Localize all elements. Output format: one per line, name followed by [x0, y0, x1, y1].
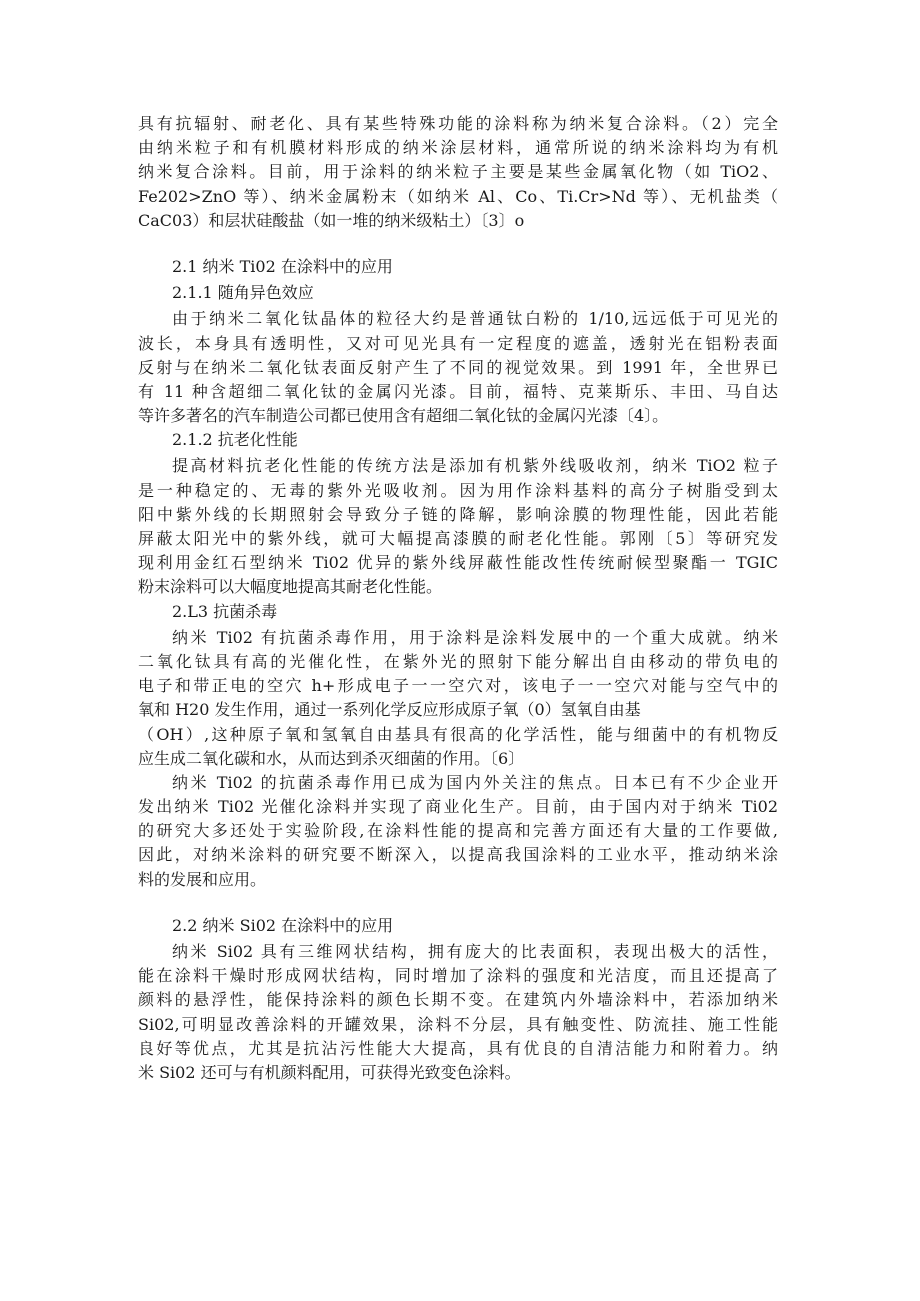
text-line: 由纳米粒子和有机膜材料形成的纳米涂层材料，通常所说的纳米涂料均为有机: [138, 138, 778, 158]
section-2-1-title: 2.1 纳米 Ti02 在涂料中的应用: [172, 256, 393, 276]
document-page: [138, 112, 778, 1085]
subsection-2-1-1-title: 2.1.1 随角异色效应: [172, 283, 314, 303]
text-line: 现利用金红石型纳米 Ti02 优异的紫外线屏蔽性能改性传统耐候型聚酯一 TGIC: [138, 553, 778, 573]
paragraph-2-2: [138, 940, 778, 1085]
text-line: CaC03）和层状硅酸盐（如一堆的纳米级粘土）〔3〕o: [138, 210, 525, 230]
text-line: 颜料的悬浮性，能保持涂料的颜色长期不变。在建筑内外墙涂料中，若添加纳米: [138, 990, 778, 1010]
paragraph-2-1-1: [138, 307, 778, 428]
subsection-2-1-3-title: 2.L3 抗菌杀毒: [172, 601, 278, 621]
text-line: 发出纳米 Ti02 光催化涂料并实现了商业化生产。目前，由于国内对于纳米 Ti02: [138, 797, 778, 817]
paragraph-2-1-2: [138, 454, 778, 599]
text-line: 提高材料抗老化性能的传统方法是添加有机紫外线吸收剂，纳米 TiO2 粒子: [172, 456, 778, 476]
text-line: 具有抗辐射、耐老化、具有某些特殊功能的涂料称为纳米复合涂料。（2）完全: [138, 114, 778, 133]
text-line: （OH）,这种原子氧和氢氧自由基具有很高的化学活性，能与细菌中的有机物反: [138, 724, 778, 744]
text-line: 是一种稳定的、无毒的紫外光吸收剂。因为用作涂料基料的高分子树脂受到太: [138, 480, 778, 500]
text-line: 有 11 种含超细二氧化钛的金属闪光漆。目前，福特、克莱斯乐、丰田、马自达: [138, 381, 778, 401]
text-line: 屏蔽太阳光中的紫外线，就可大幅提高漆膜的耐老化性能。郭刚〔5〕等研究发: [138, 529, 778, 548]
text-line: 粉末涂料可以大幅度地提高其耐老化性能。: [138, 577, 443, 597]
text-line: 料的发展和应用。: [138, 869, 267, 889]
text-line: 纳米 Ti02 有抗菌杀毒作用，用于涂料是涂料发展中的一个重大成就。纳米: [172, 627, 778, 647]
text-line: 良好等优点，尤其是抗沾污性能大大提高，具有优良的自清洁能力和附着力。纳: [138, 1038, 778, 1058]
text-line: 二氧化钛具有高的光催化性，在紫外光的照射下能分解出自由移动的带负电的: [138, 651, 778, 671]
text-line: 应生成二氧化碳和水，从而达到杀灭细菌的作用。〔6〕: [138, 748, 525, 768]
text-line: Si02,可明显改善涂料的开罐效果，涂料不分层，具有触变性、防流挂、施工性能: [138, 1014, 778, 1034]
text-line: 反射与在纳米二氧化钛表面反射产生了不同的视觉效果。到 1991 年，全世界已: [138, 357, 778, 377]
text-line: 纳米 Ti02 的抗菌杀毒作用已成为国内外关注的焦点。日本已有不少企业开: [172, 772, 778, 792]
text-line: 由于纳米二氧化钛晶体的粒径大约是普通钛白粉的 1/10,远远低于可见光的: [172, 309, 778, 329]
text-line: 纳米复合涂料。目前，用于涂料的纳米粒子主要是某些金属氧化物（如 TiO2、: [138, 162, 778, 182]
intro-paragraph: [138, 112, 778, 233]
text-line: 米 Si02 还可与有机颜料配用，可获得光致变色涂料。: [138, 1062, 521, 1082]
text-line: 的研究大多还处于实验阶段,在涂料性能的提高和完善方面还有大量的工作要做,: [138, 821, 778, 841]
text-line: Fe202>ZnO 等）、纳米金属粉末（如纳米 Al、Co、Ti.Cr>Nd 等）、无机盐类（: [138, 186, 778, 206]
text-line: 纳米 Si02 具有三维网状结构，拥有庞大的比表面积，表现出极大的活性，: [172, 942, 778, 961]
text-line: 因此，对纳米涂料的研究要不断深入，以提高我国涂料的工业水平，推动纳米涂: [138, 845, 778, 865]
text-line: 等许多著名的汽车制造公司都已使用含有超细二氧化钛的金属闪光漆〔4〕。: [138, 406, 669, 426]
text-line: 电子和带正电的空穴 h+形成电子一一空穴对，该电子一一空穴对能与空气中的: [138, 676, 778, 696]
text-line: 波长，本身具有透明性，又对可见光具有一定程度的遮盖，透射光在铝粉表面: [138, 333, 778, 353]
text-line: 氧和 H20 发生作用，通过一系列化学反应形成原子氧（0）氢氧自由基: [138, 700, 641, 720]
paragraph-2-1-3-b: [138, 771, 778, 892]
section-2-2-title: 2.2 纳米 Si02 在涂料中的应用: [172, 915, 394, 935]
text-line: 能在涂料干燥时形成网状结构，同时增加了涂料的强度和光洁度，而且还提高了: [138, 966, 778, 986]
text-line: 阳中紫外线的长期照射会导致分子链的降解，影响涂膜的物理性能，因此若能: [138, 504, 778, 524]
subsection-2-1-2-title: 2.1.2 抗老化性能: [172, 430, 298, 450]
paragraph-2-1-3-a: [138, 626, 778, 771]
